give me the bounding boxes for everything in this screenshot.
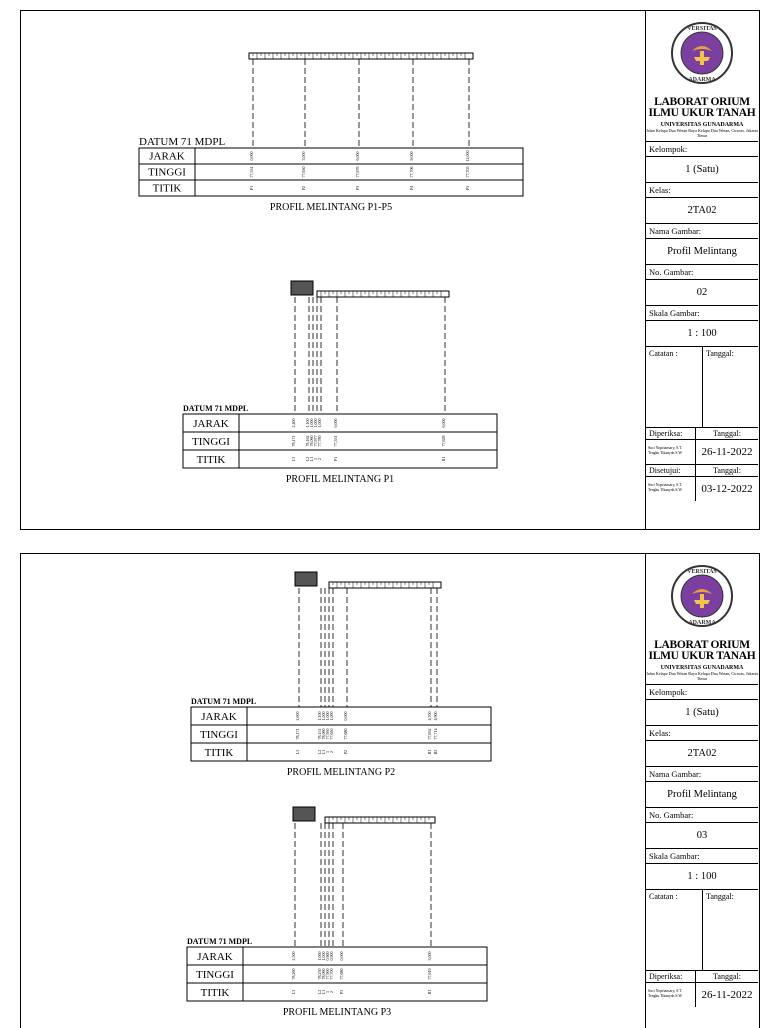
svg-text:ADARMA: ADARMA bbox=[688, 77, 716, 83]
no-gambar-value: 03 bbox=[646, 822, 758, 848]
catatan-label: Catatan : bbox=[646, 890, 703, 970]
table-cell-value: 77,619 bbox=[427, 968, 432, 980]
datum-label: DATUM 71 MDPL bbox=[191, 697, 257, 706]
table-cell-value: 77,977 bbox=[313, 435, 318, 447]
table-cell-value: R1 bbox=[441, 456, 446, 462]
table-cell-value: 1,000 bbox=[325, 711, 330, 721]
table-cell-value: 4,700 bbox=[427, 711, 432, 721]
table-cell-value: 77,680 bbox=[343, 728, 348, 740]
row-label: TINGGI bbox=[148, 166, 186, 179]
table-cell-value: 1 bbox=[325, 991, 330, 993]
kelas-value: 2TA02 bbox=[646, 740, 758, 766]
diperiksa-date: 26-11-2022 bbox=[701, 989, 753, 1001]
table-cell-value: 2,500 bbox=[291, 951, 296, 961]
hatched-block bbox=[295, 572, 317, 586]
table-cell-value: 0,900 bbox=[329, 951, 334, 961]
diperiksa-row bbox=[646, 427, 758, 439]
title-block-2 bbox=[645, 554, 758, 1028]
table-cell-value: 1,000 bbox=[313, 418, 318, 428]
nama-gambar-value: Profil Melintang bbox=[646, 238, 758, 264]
diperiksa-date: 26-11-2022 bbox=[701, 446, 753, 458]
table-cell-value: 2,600 bbox=[295, 711, 300, 721]
profile-drawings-sheet-1 bbox=[21, 11, 645, 530]
table-cell-value: 78,171 bbox=[291, 435, 296, 447]
disetujui-date: 03-12-2022 bbox=[701, 483, 753, 495]
table-cell-value: L2 bbox=[317, 989, 322, 995]
table-cell-value: 0,000 bbox=[339, 951, 344, 961]
table-cell-value: 77,628 bbox=[441, 435, 446, 447]
table-cell-value: L1 bbox=[321, 989, 326, 995]
table-cell-value: 77,714 bbox=[433, 728, 438, 740]
table-cell-value: 78,230 bbox=[317, 968, 322, 980]
address: Jalan Kelapa Dua Wetan Raya Kelapa Dua Wetan, Ciracas, Jakarta Timur bbox=[646, 671, 758, 681]
lab-name: LABORAT ORIUM ILMU UKUR TANAH bbox=[648, 96, 756, 119]
diperiksa-name: Suci Nopriansary, S.T. Tengku Tikanyah S.W. bbox=[646, 983, 696, 1007]
row-label: TITIK bbox=[204, 746, 234, 759]
table-cell-value: 1,000 bbox=[321, 951, 326, 961]
no-gambar-label: No. Gambar: bbox=[646, 264, 758, 279]
table-cell-value: 1,000 bbox=[317, 418, 322, 428]
table-cell-value: R1 bbox=[427, 749, 432, 755]
kelompok-label: Kelompok: bbox=[646, 141, 758, 156]
svg-text:VERSITAS: VERSITAS bbox=[687, 26, 717, 32]
table-cell-value: 1,100 bbox=[305, 418, 310, 428]
table-cell-value: 77,551 bbox=[249, 166, 254, 178]
table-cell-value: L3 bbox=[295, 749, 300, 755]
table-cell-value: 1,000 bbox=[317, 951, 322, 961]
table-cell-value: 4,900 bbox=[433, 711, 438, 721]
skala-label: Skala Gambar: bbox=[646, 305, 758, 320]
profile-caption: PROFIL MELINTANG P3 bbox=[282, 1007, 392, 1018]
drawing-area-2 bbox=[21, 554, 645, 1028]
gunadarma-seal-icon bbox=[670, 21, 734, 85]
kelas-label: Kelas: bbox=[646, 725, 758, 740]
table-cell-value: 2 bbox=[317, 458, 322, 460]
lab-name: LABORAT ORIUM ILMU UKUR TANAH bbox=[648, 639, 756, 662]
profile-caption: PROFIL MELINTANG P2 bbox=[286, 767, 396, 778]
notes-box bbox=[646, 889, 758, 970]
table-cell-value: P3 bbox=[355, 185, 360, 191]
datum-label: DATUM 71 MDPL bbox=[187, 937, 253, 946]
row-label: TINGGI bbox=[200, 728, 238, 741]
table-cell-value: 1,000 bbox=[329, 711, 334, 721]
table-cell-value: L1 bbox=[321, 749, 326, 755]
disetujui-row bbox=[646, 464, 758, 476]
table-cell-value: 3,000 bbox=[301, 151, 306, 161]
profile-drawings-sheet-2 bbox=[21, 554, 645, 1028]
row-label: JARAK bbox=[149, 150, 185, 163]
table-cell-value: 77,705 bbox=[465, 166, 470, 178]
table-cell-value: P3 bbox=[339, 989, 344, 995]
table-cell-value: P2 bbox=[301, 185, 306, 191]
datum-label: DATUM 71 MDPL bbox=[183, 404, 249, 413]
table-cell-value: L2 bbox=[317, 749, 322, 755]
table-cell-value: 1,000 bbox=[309, 418, 314, 428]
diperiksa-values bbox=[646, 439, 758, 464]
table-cell-value: L2 bbox=[305, 456, 310, 462]
table-cell-value: P5 bbox=[465, 185, 470, 191]
table-cell-value: 1,000 bbox=[321, 711, 326, 721]
notes-box bbox=[646, 346, 758, 427]
table-cell-value: P1 bbox=[333, 456, 338, 462]
table-cell-value: L3 bbox=[291, 456, 296, 462]
table-cell-value: 77,676 bbox=[355, 166, 360, 178]
disetujui-name: Suci Nopriansary, S.T. Tengku Tikanyah S.W. bbox=[646, 477, 696, 501]
table-cell-value: 77,706 bbox=[409, 166, 414, 178]
university-name: UNIVERSITAS GUNADARMA bbox=[660, 665, 744, 671]
table-cell-value: P2 bbox=[343, 749, 348, 755]
table-cell-value: 0,900 bbox=[325, 951, 330, 961]
tanggal-label: Tanggal: bbox=[706, 892, 734, 901]
table-cell-value: P1 bbox=[249, 185, 254, 191]
row-label: TITIK bbox=[152, 182, 182, 195]
drawing-sheet-2 bbox=[20, 553, 760, 1028]
kelompok-value: 1 (Satu) bbox=[646, 699, 758, 725]
row-label: TITIK bbox=[200, 986, 230, 999]
profile-caption: PROFIL MELINTANG P1 bbox=[285, 474, 395, 485]
table-cell-value: 6,000 bbox=[355, 151, 360, 161]
table-cell-value: 12,000 bbox=[465, 150, 470, 162]
table-cell-value: 1 bbox=[313, 458, 318, 460]
tanggal-label: Tanggal: bbox=[713, 972, 741, 981]
table-cell-value: 78,151 bbox=[317, 728, 322, 740]
table-cell-value: L3 bbox=[291, 989, 296, 995]
nama-gambar-label: Nama Gambar: bbox=[646, 766, 758, 781]
datum-label: DATUM 71 MDPL bbox=[139, 136, 226, 148]
title-block-1 bbox=[645, 11, 758, 529]
row-label: TITIK bbox=[196, 453, 226, 466]
kelas-label: Kelas: bbox=[646, 182, 758, 197]
table-cell-value: 78,060 bbox=[321, 728, 326, 740]
row-label: JARAK bbox=[193, 417, 229, 430]
table-cell-value: 1,100 bbox=[317, 711, 322, 721]
nama-gambar-value: Profil Melintang bbox=[646, 781, 758, 807]
table-cell-value: P4 bbox=[409, 185, 414, 191]
nama-gambar-label: Nama Gambar: bbox=[646, 223, 758, 238]
table-cell-value: 77,700 bbox=[329, 968, 334, 980]
table-cell-value: 6,000 bbox=[441, 418, 446, 428]
row-label: JARAK bbox=[201, 710, 237, 723]
address: Jalan Kelapa Dua Wetan Raya Kelapa Dua Wetan, Ciracas, Jakarta Timur bbox=[646, 128, 758, 138]
disetujui-values bbox=[646, 476, 758, 501]
table-cell-value: 78,260 bbox=[291, 968, 296, 980]
svg-text:VERSITAS: VERSITAS bbox=[687, 569, 717, 575]
drawing-area-1 bbox=[21, 11, 645, 529]
row-label: JARAK bbox=[197, 950, 233, 963]
drawing-sheet-1 bbox=[20, 10, 760, 530]
diperiksa-name: Suci Nopriansary, S.T. Tengku Tikanyah S.W. bbox=[646, 440, 696, 464]
table-cell-value: 78,162 bbox=[305, 435, 310, 447]
table-cell-value: 1 bbox=[325, 751, 330, 753]
catatan-label: Catatan : bbox=[646, 347, 703, 427]
skala-label: Skala Gambar: bbox=[646, 848, 758, 863]
tanggal-label: Tanggal: bbox=[713, 466, 741, 475]
table-cell-value: 3,000 bbox=[427, 951, 432, 961]
table-cell-value: 2,400 bbox=[291, 418, 296, 428]
disetujui-label: Disetujui: bbox=[646, 465, 696, 476]
table-cell-value: 77,650 bbox=[301, 166, 306, 178]
diperiksa-row bbox=[646, 970, 758, 982]
table-cell-value: R2 bbox=[433, 749, 438, 755]
profile-caption: PROFIL MELINTANG P1-P5 bbox=[269, 202, 393, 213]
table-cell-value: 2 bbox=[329, 751, 334, 753]
hatched-block bbox=[293, 807, 315, 821]
road-surface bbox=[325, 817, 435, 823]
tanggal-label: Tanggal: bbox=[713, 429, 741, 438]
skala-value: 1 : 100 bbox=[646, 320, 758, 346]
table-cell-value: L1 bbox=[309, 456, 314, 462]
no-gambar-label: No. Gambar: bbox=[646, 807, 758, 822]
table-cell-value: 0,000 bbox=[249, 151, 254, 161]
table-cell-value: R1 bbox=[427, 989, 432, 995]
kelompok-label: Kelompok: bbox=[646, 684, 758, 699]
tanggal-label: Tanggal: bbox=[706, 349, 734, 358]
table-cell-value: 0,000 bbox=[343, 711, 348, 721]
table-cell-value: 0,000 bbox=[333, 418, 338, 428]
table-cell-value: 78,060 bbox=[321, 968, 326, 980]
row-label: TINGGI bbox=[196, 968, 234, 981]
table-cell-value: 77,650 bbox=[329, 728, 334, 740]
no-gambar-value: 02 bbox=[646, 279, 758, 305]
university-logo bbox=[646, 554, 758, 638]
table-cell-value: 78,171 bbox=[295, 728, 300, 740]
skala-value: 1 : 100 bbox=[646, 863, 758, 889]
table-cell-value: 77,900 bbox=[325, 968, 330, 980]
university-logo bbox=[646, 11, 758, 95]
table-cell-value: 9,000 bbox=[409, 151, 414, 161]
row-label: TINGGI bbox=[192, 435, 230, 448]
gunadarma-seal-icon bbox=[670, 564, 734, 628]
table-cell-value: 2 bbox=[329, 991, 334, 993]
table-cell-value: 77,950 bbox=[325, 728, 330, 740]
university-name: UNIVERSITAS GUNADARMA bbox=[660, 122, 744, 128]
svg-text:ADARMA: ADARMA bbox=[688, 620, 716, 626]
kelompok-value: 1 (Satu) bbox=[646, 156, 758, 182]
kelas-value: 2TA02 bbox=[646, 197, 758, 223]
table-cell-value: 77,780 bbox=[317, 435, 322, 447]
diperiksa-label: Diperiksa: bbox=[646, 428, 696, 439]
table-cell-value: 77,680 bbox=[339, 968, 344, 980]
table-cell-value: 77,652 bbox=[427, 728, 432, 740]
table-cell-value: 78,060 bbox=[309, 435, 314, 447]
table-cell-value: 77,551 bbox=[333, 435, 338, 447]
profile-table bbox=[183, 414, 497, 468]
diperiksa-values bbox=[646, 982, 758, 1007]
hatched-block bbox=[291, 281, 313, 295]
diperiksa-label: Diperiksa: bbox=[646, 971, 696, 982]
